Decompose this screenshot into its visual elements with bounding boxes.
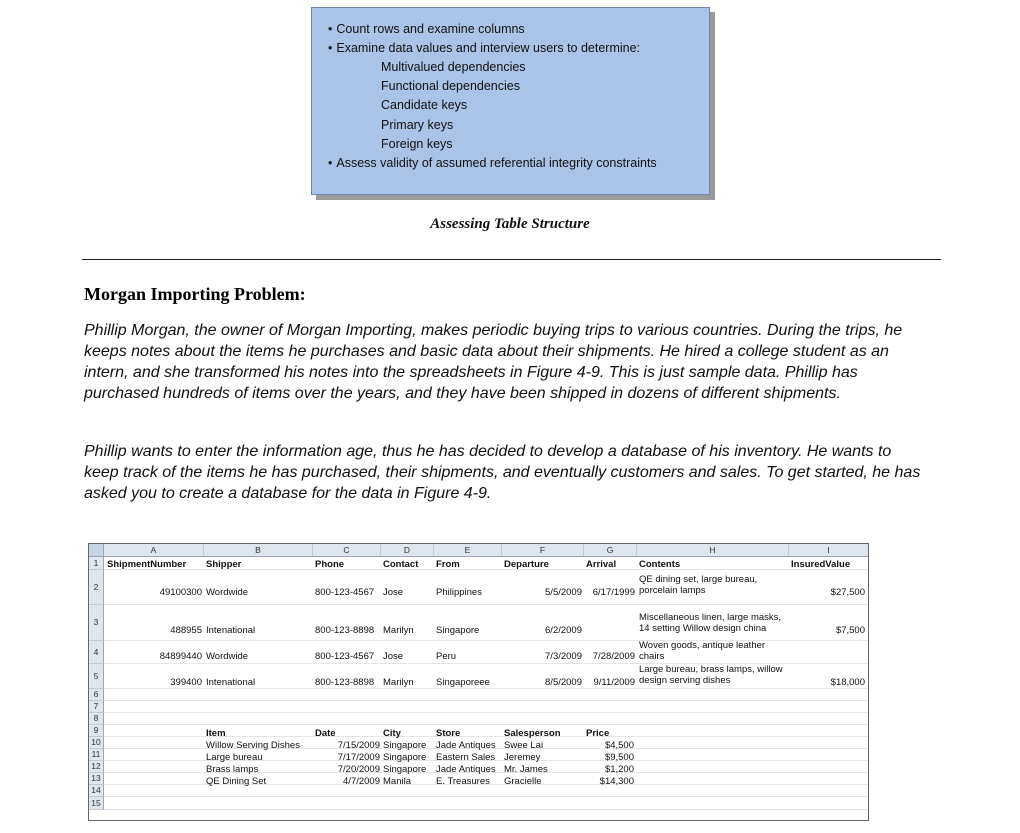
column-header-h[interactable]: H [637,544,789,557]
row-header[interactable]: 7 [89,701,104,713]
sub-item: Foreign keys [381,137,453,151]
cell-arrival[interactable]: 6/17/1999 [592,587,635,598]
cell-phone[interactable]: 800-123-8898 [315,625,375,636]
cell-salesperson[interactable]: Swee Lai [504,740,544,751]
cell-contents[interactable]: Miscellaneous linen, large masks, 14 setting Willow design china [639,612,782,634]
cell-price[interactable]: $1,200 [604,764,634,775]
row-header[interactable]: 3 [89,605,104,641]
row-header[interactable]: 2 [89,570,104,605]
cell-from[interactable]: Singaporeee [436,677,490,688]
cell-shipper[interactable]: Intenational [206,677,256,688]
problem-title: Morgan Importing Problem: [84,284,306,304]
cell-shipment-number[interactable]: 488955 [170,625,202,636]
cell-arrival[interactable]: 9/11/2009 [593,677,635,688]
bullet-assess-validity: • Assess validity of assumed referential integrity constraints [328,156,657,170]
column-header-e[interactable]: E [434,544,502,557]
header-departure[interactable]: Departure [504,559,549,570]
header-city[interactable]: City [383,728,401,739]
cell-city[interactable]: Singapore [383,740,427,751]
bullet-count-rows: • Count rows and examine columns [328,22,525,36]
header-shipment-number[interactable]: ShipmentNumber [107,559,187,570]
grid-line [104,724,868,725]
header-contents[interactable]: Contents [639,559,681,570]
column-header-g[interactable]: G [584,544,637,557]
header-arrival[interactable]: Arrival [586,559,617,570]
cell-date[interactable]: 7/20/2009 [337,764,380,775]
cell-item[interactable]: Brass lamps [206,764,259,775]
header-shipper[interactable]: Shipper [206,559,242,570]
cell-store[interactable]: E. Treasures [436,776,490,787]
cell-contents[interactable]: Large bureau, brass lamps, willow design serving dishes [639,664,783,686]
cell-insured-value[interactable]: $18,000 [830,677,865,688]
row-header[interactable]: 10 [89,737,104,749]
problem-paragraph-2: Phillip wants to enter the information age, thus he has decided to develop a database of his inventory. He wants to keep track of the items he has purchased, their shipments, and eventually customers and sales. To get started, he has asked you to create a database for the data in Figure 4-9. [84,443,921,502]
cell-salesperson[interactable]: Gracielle [504,776,542,787]
grid-line [104,809,868,810]
grid-line [104,700,868,701]
column-header-d[interactable]: D [381,544,434,557]
cell-shipment-number[interactable]: 399400 [170,677,202,688]
cell-city[interactable]: Singapore [383,752,427,763]
cell-date[interactable]: 7/15/2009 [337,740,380,751]
cell-shipper[interactable]: Wordwide [206,651,249,662]
header-item[interactable]: Item [206,728,226,739]
cell-contents[interactable]: QE dining set, large bureau, porcelain lamps [639,574,758,596]
row-header[interactable]: 4 [89,641,104,664]
header-date[interactable]: Date [315,728,336,739]
cell-contact[interactable]: Jose [383,587,404,598]
cell-store[interactable]: Jade Antiques [436,764,496,775]
cell-city[interactable]: Manila [383,776,411,787]
cell-item[interactable]: Large bureau [206,752,263,763]
cell-price[interactable]: $14,300 [599,776,634,787]
row-header[interactable]: 15 [89,797,104,810]
column-header-c[interactable]: C [313,544,381,557]
header-salesperson[interactable]: Salesperson [504,728,561,739]
sheet-corner[interactable] [89,544,104,557]
row-header[interactable]: 1 [89,557,104,570]
sub-item: Functional dependencies [381,79,520,93]
spreadsheet [88,543,869,821]
divider [82,259,941,260]
cell-date[interactable]: 4/7/2009 [343,776,380,787]
grid-line [104,688,868,689]
column-header-f[interactable]: F [502,544,584,557]
row-header[interactable]: 12 [89,761,104,773]
sub-item: Candidate keys [381,98,468,112]
cell-item[interactable]: QE Dining Set [206,776,267,787]
row-header[interactable]: 11 [89,749,104,761]
cell-departure[interactable]: 8/5/2009 [545,677,582,688]
cell-departure[interactable]: 7/3/2009 [545,651,582,662]
row-header[interactable]: 5 [89,664,104,689]
cell-from[interactable]: Philippines [436,587,482,598]
cell-departure[interactable]: 5/5/2009 [545,587,582,598]
cell-store[interactable]: Eastern Sales [436,752,496,763]
grid-line [104,604,868,605]
cell-shipment-number[interactable]: 84899440 [159,651,202,662]
header-from[interactable]: From [436,559,460,570]
cell-item[interactable]: Willow Serving Dishes [206,740,300,751]
column-header-b[interactable]: B [204,544,313,557]
cell-departure[interactable]: 6/2/2009 [545,625,582,636]
cell-city[interactable]: Singapore [383,764,427,775]
sub-item: Multivalued dependencies [381,60,526,74]
header-contact[interactable]: Contact [383,559,419,570]
cell-from[interactable]: Singapore [436,625,480,636]
figure-box [311,7,710,195]
row-header[interactable]: 13 [89,773,104,785]
row-header[interactable]: 14 [89,785,104,797]
cell-insured-value[interactable]: $27,500 [830,587,865,598]
cell-phone[interactable]: 800-123-8898 [315,677,375,688]
cell-contact[interactable]: Marilyn [383,677,414,688]
column-header-a[interactable]: A [104,544,204,557]
problem-paragraph-1: Phillip Morgan, the owner of Morgan Importing, makes periodic buying trips to various countries. During the trips, he keeps notes about the items he purchases and basic data about their shipments. He hired a college student as an intern, and she transformed his notes into the spreadsheets in Figure 4-9. This is just sample data. Phillip has purchased hundreds of items over the years, and they have been shipped in dozens of different shipments. [84,322,903,402]
column-header-i[interactable]: I [789,544,869,557]
cell-arrival[interactable]: 7/28/2009 [592,651,635,662]
row-header[interactable]: 6 [89,689,104,701]
grid-line [104,712,868,713]
sub-item: Primary keys [381,118,454,132]
header-insured-value[interactable]: InsuredValue [791,559,851,570]
cell-shipper[interactable]: Intenational [206,625,256,636]
header-price[interactable]: Price [586,728,610,739]
figure-caption: Assessing Table Structure [430,216,590,232]
cell-shipper[interactable]: Wordwide [206,587,249,598]
cell-price[interactable]: $4,500 [604,740,634,751]
grid-line [104,796,868,797]
cell-salesperson[interactable]: Mr. James [504,764,548,775]
cell-contact[interactable]: Jose [383,651,404,662]
cell-store[interactable]: Jade Antiques [436,740,496,751]
bullet-examine-values: • Examine data values and interview users to determine: [328,41,640,55]
cell-from[interactable]: Peru [436,651,457,662]
cell-date[interactable]: 7/17/2009 [337,752,380,763]
row-header[interactable]: 9 [89,725,104,737]
cell-price[interactable]: $9,500 [604,752,634,763]
cell-shipment-number[interactable]: 49100300 [159,587,202,598]
cell-insured-value[interactable]: $7,500 [835,625,865,636]
cell-phone[interactable]: 800-123-4567 [315,587,375,598]
row-header[interactable]: 8 [89,713,104,725]
header-store[interactable]: Store [436,728,461,739]
cell-phone[interactable]: 800-123-4567 [315,651,375,662]
cell-salesperson[interactable]: Jeremey [504,752,541,763]
cell-contact[interactable]: Marilyn [383,625,414,636]
header-phone[interactable]: Phone [315,559,345,570]
cell-contents[interactable]: Woven goods, antique leather chairs [639,640,766,662]
